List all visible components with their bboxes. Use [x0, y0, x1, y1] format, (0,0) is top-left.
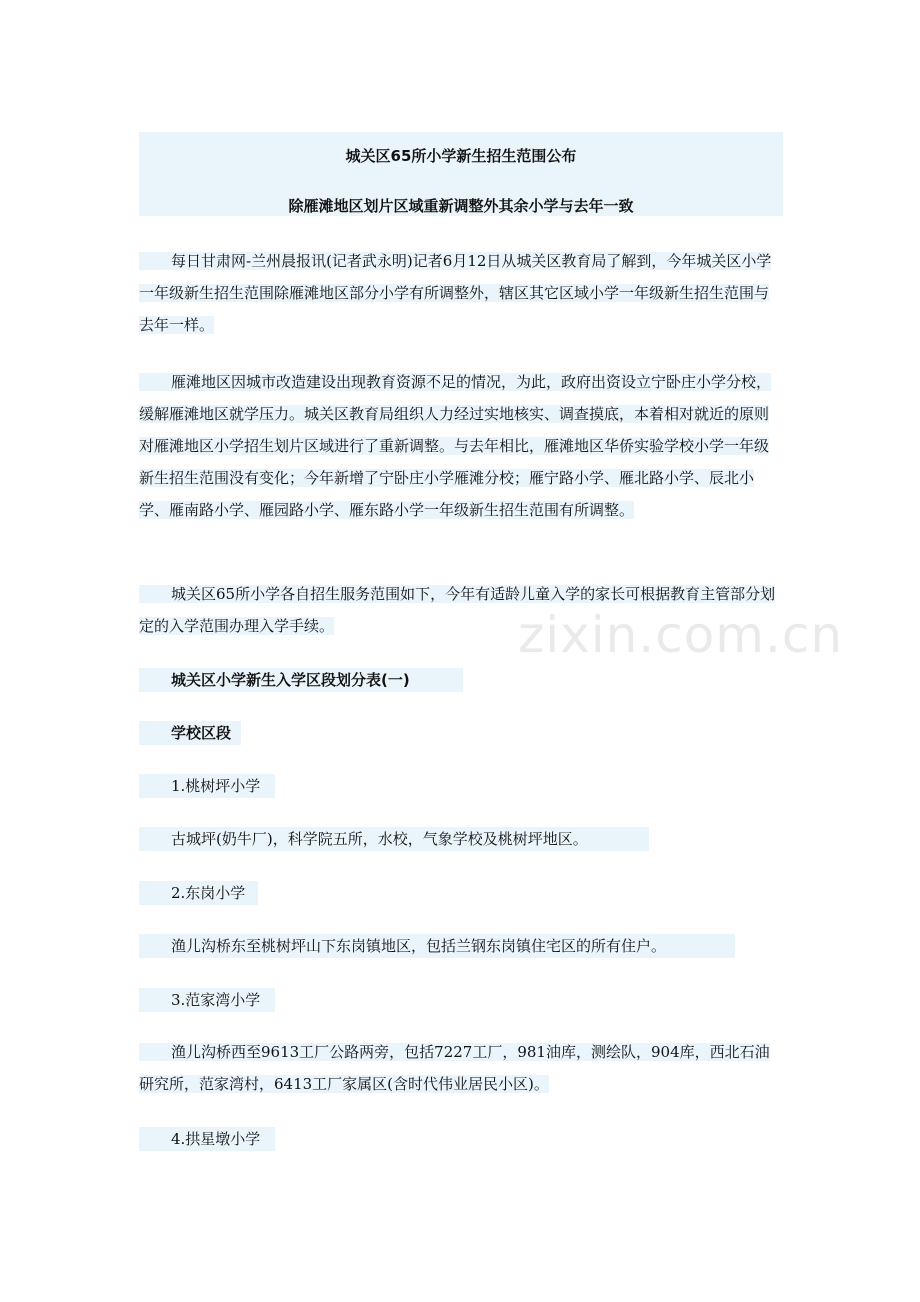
paragraph-1-text: 每日甘肃网-兰州晨报讯(记者武永明)记者6月12日从城关区教育局了解到，今年城关区小学一年级新生招生范围除雁滩地区部分小学有所调整外，辖区其它区域小学一年级新生招生范围与去年一样。: [139, 252, 772, 334]
school-name-3: 3.范家湾小学: [139, 988, 275, 1012]
school-name-2: 2.东岗小学: [139, 881, 258, 905]
article-title: 城关区65所小学新生招生范围公布: [345, 147, 577, 165]
column-heading: 学校区段: [139, 721, 241, 745]
school-name-4: 4.拱星墩小学: [139, 1127, 275, 1151]
paragraph-2: [139, 366, 783, 526]
school-area-1: 古城坪(奶牛厂)，科学院五所，水校，气象学校及桃树坪地区。: [139, 827, 649, 851]
article-subtitle: 除雁滩地区划片区域重新调整外其余小学与去年一致: [288, 197, 634, 215]
paragraph-3: [139, 578, 783, 642]
school-area-3: [139, 1036, 783, 1100]
school-area-2: 渔儿沟桥东至桃树坪山下东岗镇地区，包括兰钢东岗镇住宅区的所有住户。: [139, 934, 735, 958]
school-area-3-text: 渔儿沟桥西至9613工厂公路两旁，包括7227工厂，981油库，测绘队，904库，西北石油研究所，范家湾村，6413工厂家属区(含时代伟业居民小区)。: [139, 1043, 770, 1093]
table-heading: 城关区小学新生入学区段划分表(一): [139, 668, 463, 692]
school-name-1: 1.桃树坪小学: [139, 774, 275, 798]
paragraph-2-text: 雁滩地区因城市改造建设出现教育资源不足的情况，为此，政府出资设立宁卧庄小学分校，缓解雁滩地区就学压力。城关区教育局组织人力经过实地核实、调查摸底，本着相对就近的原则对雁滩地区小学招生划片区域进行了重新调整。与去年相比，雁滩地区华侨实验学校小学一年级新生招生范围没有变化；今年新增了宁卧庄小学雁滩分校；雁宁路小学、雁北路小学、辰北小学、雁南路小学、雁园路小学、雁东路小学一年级新生招生范围有所调整。: [139, 373, 772, 519]
paragraph-1: [139, 245, 783, 341]
title-block: [139, 132, 783, 216]
watermark: zixin.com.cn: [518, 606, 844, 664]
paragraph-3-text: 城关区65所小学各自招生服务范围如下，今年有适龄儿童入学的家长可根据教育主管部分划定的入学范围办理入学手续。: [139, 585, 776, 635]
